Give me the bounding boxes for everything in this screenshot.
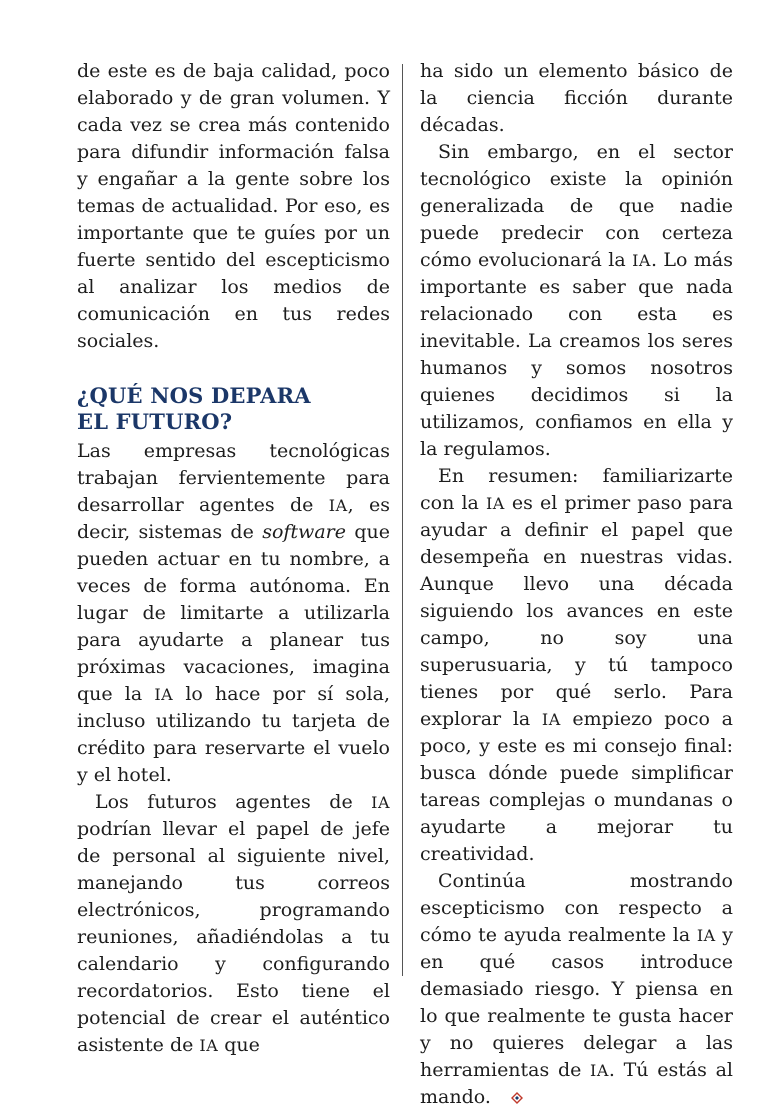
abbr-ia: IA <box>632 251 651 270</box>
abbr-ia: IA <box>371 793 390 812</box>
abbr-ia: IA <box>541 710 561 729</box>
left-column <box>77 58 390 1059</box>
paragraph: Continúa mostrando escepticismo con respecto a cómo te ayuda realmente la IA y en qué casos introduce demasiado riesgo. Y piensa en lo que realmente te gusta hacer y no quieres delegar a las herramientas de IA. Tú estás al mando. <box>420 868 733 1112</box>
abbr-ia: IA <box>199 1036 219 1055</box>
heading-line: ¿QUÉ NOS DEPARA <box>77 383 311 408</box>
abbr-ia: IA <box>696 926 716 945</box>
column-divider <box>402 64 403 976</box>
paragraph: En resumen: familiarizarte con la IA es el primer paso para ayudar a definir el papel que desempeña en nuestras vidas. Aunque llevo una década siguiendo los avances en este campo, no soy una superusuaria, y tú tampoco tienes por qué serlo. Para explorar la IA empiezo poco a poco, y este es mi consejo final: busca dónde puede simplificar tareas complejas o mundanas o ayudarte a mejorar tu creatividad. <box>420 465 733 865</box>
paragraph: Las empresas tecnológicas trabajan fervientemente para desarrollar agentes de IA, es decir, sistemas de software que pueden actuar en tu nombre, a veces de forma autónoma. En lugar de limitarte a utilizarla para ayudarte a planear tus próximas vacaciones, imagina que la IA lo hace por sí sola, incluso utilizando tu tarjeta de crédito para reservarte el vuelo y el hotel. <box>77 440 390 786</box>
italic-term: software <box>262 521 346 543</box>
right-column <box>420 58 733 1112</box>
heading-line: EL FUTURO? <box>77 409 233 434</box>
diamond-end-icon <box>493 1085 523 1112</box>
paragraph: ha sido un elemento básico de la ciencia ficción durante décadas. <box>420 60 733 136</box>
paragraph: Los futuros agentes de IA podrían llevar el papel de jefe de personal al siguiente nivel, manejando tus correos electrónicos, programando reuniones, añadiéndolas a tu calendario y configurando recordatorios. Esto tiene el potencial de crear el auténtico asistente de IA que <box>77 791 390 1056</box>
paragraph: de este es de baja calidad, poco elaborado y de gran volumen. Y cada vez se crea más contenido para difundir información falsa y engañar a la gente sobre los temas de actualidad. Por eso, es importante que te guíes por un fuerte sentido del escepticismo al analizar los medios de comunicación en tus redes sociales. <box>77 60 390 352</box>
abbr-ia: IA <box>154 685 174 704</box>
abbr-ia: IA <box>485 494 505 513</box>
abbr-ia: IA <box>328 496 348 515</box>
section-heading <box>77 383 390 435</box>
paragraph: Sin embargo, en el sector tecnológico existe la opinión generalizada de que nadie puede predecir con certeza cómo evolucionará la IA. Lo más importante es saber que nada relacionado con esta es inevitable. La creamos los seres humanos y somos nosotros quienes decidimos si la utilizamos, confiamos en ella y la regulamos. <box>420 141 733 460</box>
abbr-ia: IA <box>590 1061 609 1080</box>
